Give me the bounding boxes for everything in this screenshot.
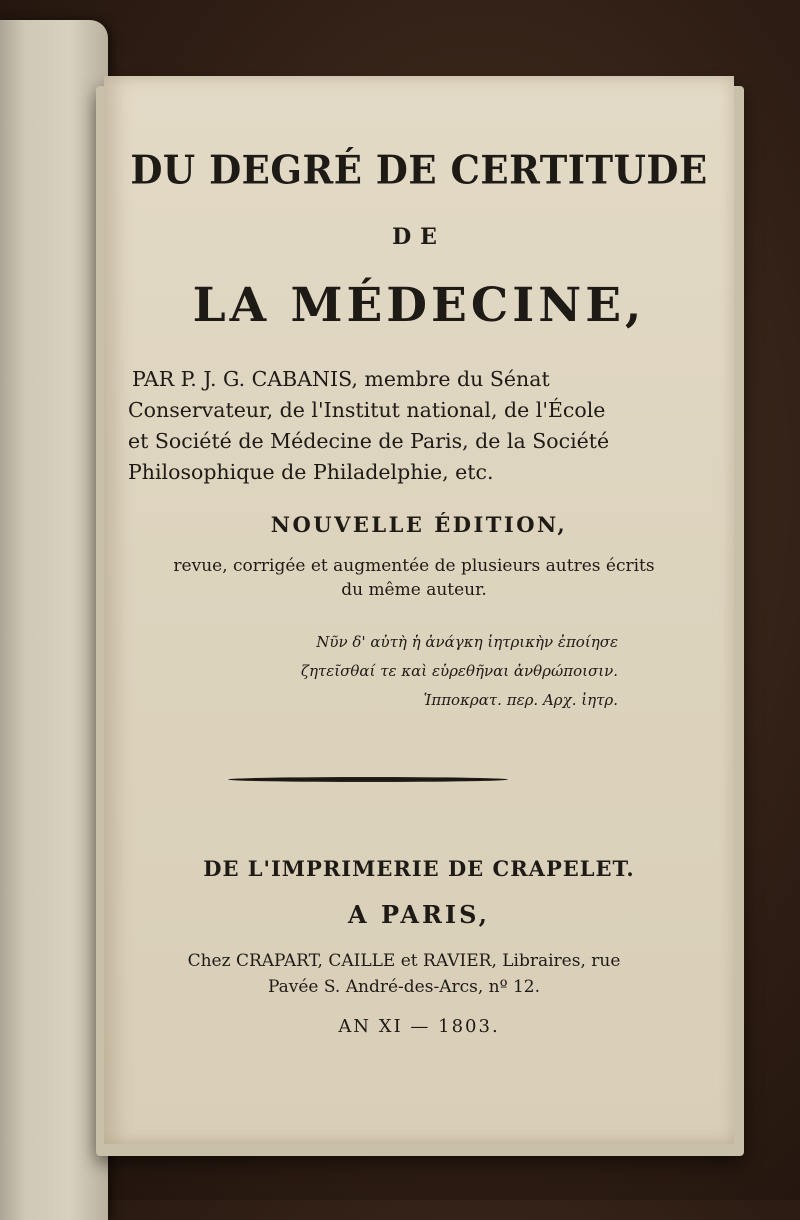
edition-heading: NOUVELLE ÉDITION,	[270, 512, 568, 537]
publisher-line: Chez CRAPART, CAILLE et RAVIER, Libraires, rue	[187, 951, 621, 971]
city-line: A PARIS,	[348, 900, 490, 929]
title-de: DE	[392, 224, 446, 250]
facing-page	[0, 20, 108, 1220]
author-line: Philosophique de Philadelphie, etc.	[128, 460, 494, 484]
revision-line: revue, corrigée et augmentée de plusieurs autres écrits	[173, 556, 655, 576]
author-line: et Société de Médecine de Paris, de la Société	[128, 429, 610, 453]
revision-note	[124, 554, 704, 602]
epigraph-line: ζητεῖσθαί τε καὶ εὑρεθῆναι ἀνθρώποισιν.	[300, 662, 618, 680]
author-block	[128, 364, 688, 488]
greek-epigraph	[218, 628, 618, 715]
epigraph-line: Ἱπποκρατ. περ. Αρχ. ἰητρ.	[423, 691, 618, 709]
author-line: Conservateur, de l'Institut national, de l'École	[128, 398, 606, 422]
title-line-1: DU DEGRÉ DE CERTITUDE	[130, 146, 708, 194]
title-page	[104, 76, 734, 1144]
publication-year: AN XI — 1803.	[338, 1016, 500, 1037]
revision-line: du même auteur.	[341, 580, 487, 600]
title-line-2: LA MÉDECINE,	[192, 278, 646, 333]
publisher-line: Pavée S. André-des-Arcs, nº 12.	[267, 977, 541, 997]
epigraph-line: Νῦν δ' αὐτὴ ἡ ἀνάγκη ἰητρικὴν ἐποίησε	[316, 633, 618, 651]
printer-line: DE L'IMPRIMERIE DE CRAPELET.	[203, 856, 635, 881]
author-line: PAR P. J. G. CABANIS, membre du Sénat	[132, 367, 550, 391]
divider-rule	[228, 777, 508, 782]
publisher-address	[124, 948, 684, 1000]
